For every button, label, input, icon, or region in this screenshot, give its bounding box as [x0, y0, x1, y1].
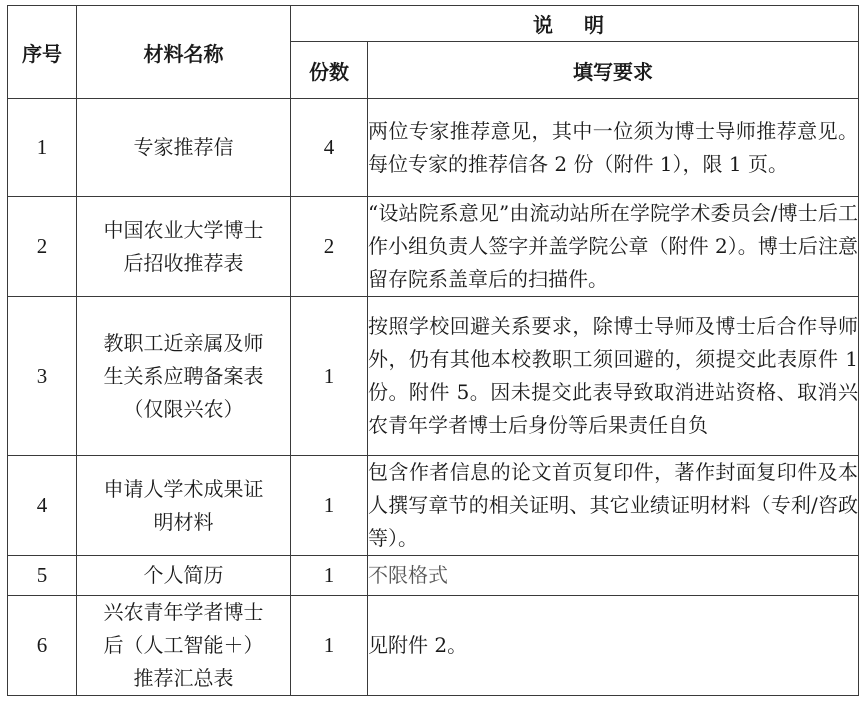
row-seq: 3 [8, 297, 77, 456]
name-line: 生关系应聘备案表 [103, 363, 264, 388]
table-row [8, 99, 859, 197]
name-line: 后（人工智能＋） [103, 633, 264, 657]
name-line: 申请人学术成果证 [103, 476, 264, 501]
header-row-top [8, 6, 859, 42]
row-copies: 1 [291, 556, 368, 596]
row-copies: 1 [291, 297, 368, 456]
row-seq: 2 [8, 197, 77, 297]
header-explain: 说 明 [291, 6, 859, 42]
row-material-name [77, 596, 291, 696]
name-line: 推荐汇总表 [133, 666, 234, 690]
row-material-name [77, 456, 291, 556]
name-line: （仅限兴农） [123, 396, 244, 421]
table-row [8, 556, 859, 596]
name-line: 个人简历 [143, 563, 224, 587]
name-line: 后招收推荐表 [123, 250, 244, 275]
header-seq: 序号 [8, 6, 77, 99]
name-line: 专家推荐信 [133, 135, 234, 159]
row-requirement: 见附件 2。 [368, 596, 859, 696]
name-line: 明材料 [153, 509, 214, 534]
row-material-name [77, 99, 291, 197]
row-material-name [77, 297, 291, 456]
name-line: 教职工近亲属及师 [103, 330, 264, 355]
row-requirement: “设站院系意见”由流动站所在学院学术委员会/博士后工作小组负责人签字并盖学院公章（附件 2）。博士后注意留存院系盖章后的扫描件。 [368, 197, 859, 297]
table-row [8, 456, 859, 556]
materials-table [7, 5, 859, 696]
row-copies: 1 [291, 596, 368, 696]
table-row [8, 596, 859, 696]
row-copies: 2 [291, 197, 368, 297]
name-line: 中国农业大学博士 [103, 217, 264, 242]
row-requirement: 包含作者信息的论文首页复印件，著作封面复印件及本人撰写章节的相关证明、其它业绩证明材料（专利/咨政等）。 [368, 456, 859, 556]
row-requirement: 按照学校回避关系要求，除博士导师及博士后合作导师外，仍有其他本校教职工须回避的，须提交此表原件 1 份。附件 5。因未提交此表导致取消进站资格、取消兴农青年学者博士后身份等后果责任自负 [368, 297, 859, 456]
row-copies: 1 [291, 456, 368, 556]
header-copies: 份数 [291, 42, 368, 99]
row-seq: 5 [8, 556, 77, 596]
row-material-name [77, 556, 291, 596]
table-row [8, 297, 859, 456]
row-material-name [77, 197, 291, 297]
row-requirement: 不限格式 [368, 556, 859, 596]
row-requirement: 两位专家推荐意见，其中一位须为博士导师推荐意见。每位专家的推荐信各 2 份（附件 1），限 1 页。 [368, 99, 859, 197]
name-line: 兴农青年学者博士 [103, 600, 264, 624]
header-requirements: 填写要求 [368, 42, 859, 99]
row-seq: 6 [8, 596, 77, 696]
table-row [8, 197, 859, 297]
row-seq: 4 [8, 456, 77, 556]
row-seq: 1 [8, 99, 77, 197]
header-name: 材料名称 [77, 6, 291, 99]
row-copies: 4 [291, 99, 368, 197]
